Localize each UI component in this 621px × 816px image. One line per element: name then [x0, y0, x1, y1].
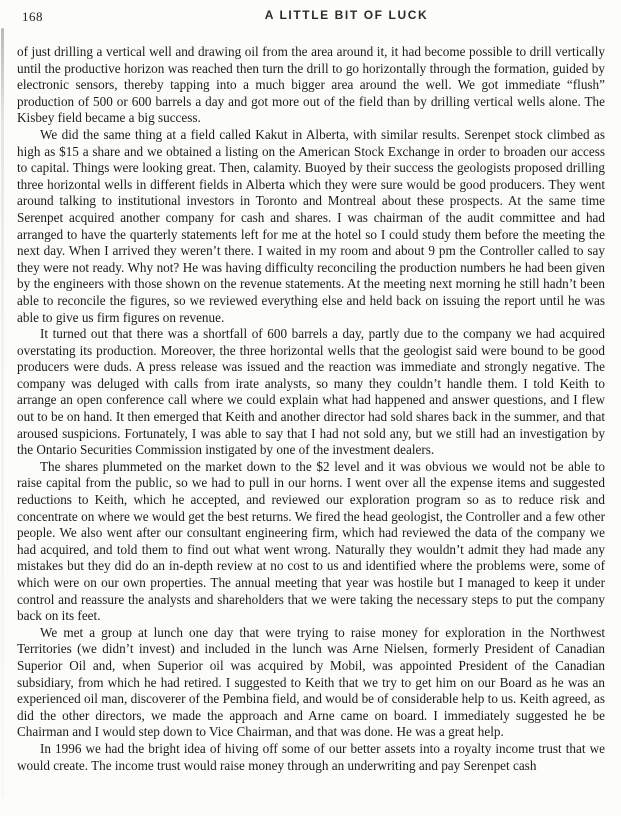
running-header-title: A LITTLE BIT OF LUCK	[264, 8, 429, 22]
scan-artifact-left-edge	[1, 28, 4, 798]
page-body	[17, 44, 605, 774]
running-head	[22, 8, 603, 26]
paragraph: We did the same thing at a field called Kakut in Alberta, with similar results. Serenpet stock climbed as high as $15 a share and we obtained a listing on the American Stock Exchange in order to broaden our access to capital. Things were looking great. Then, calamity. Buoyed by their success the geologists proposed drilling three horizontal wells in different fields in Alberta which they were sure would be good producers. They went around talking to institutional investors in Toronto and Montreal about these prospects. At the same time Serenpet acquired another company for cash and shares. I was chairman of the audit committee and had arranged to have the quarterly statements left for me at the hotel so I could study them before the meeting the next day. When I arrived they weren’t there. I waited in my room and about 9 pm the Controller called to say they were not ready. Why not? He was having difficulty reconciling the production numbers he had been given by the engineers with those shown on the revenue statements. At the meeting next morning he still hadn’t been able to reconcile the figures, so we reviewed everything else and held back on issuing the report until he was able to give us firm figures on revenue.	[17, 126, 605, 325]
paragraph: The shares plummeted on the market down to the $2 level and it was obvious we would not be able to raise capital from the public, so we had to pull in our horns. I went over all the expense items and suggested reductions to Keith, which he accepted, and reviewed our exploration program so as to reduce risk and concentrate on where we would get the best returns. We fired the head geologist, the Controller and a few other people. We also went after our consultant engineering firm, which had reviewed the data of the company we had acquired, and told them to find out what went wrong. Naturally they wouldn’t admit they had made any mistakes but they did do an in-depth review at no cost to us and identified where the problems were, some of which were on our own properties. The annual meeting that year was hostile but I managed to keep it under control and reassure the analysts and shareholders that we were taking the necessary steps to put the company back on its feet.	[17, 458, 605, 624]
paragraph-continuation: of just drilling a vertical well and drawing oil from the area around it, it had become possible to drill vertically until the productive horizon was reached then turn the drill to go horizontally through the formation, guided by electronic sensors, thereby tapping into a much bigger area around the well. We got immediate “flush” production of 500 or 600 barrels a day and got more out of the field than by drilling vertical wells alone. The Kisbey field became a big success.	[17, 44, 605, 126]
paragraph: It turned out that there was a shortfall of 600 barrels a day, partly due to the company we had acquired overstating its production. Moreover, the three horizontal wells that the geologist said were bound to be good producers were duds. A press release was issued and the reaction was immediate and strongly negative. The company was deluged with calls from irate analysts, so many they couldn’t handle them. I told Keith to arrange an open conference call where we could explain what had happened and answer questions, and I flew out to be on hand. It then emerged that Keith and another director had sold shares back in the summer, and that aroused suspicions. Fortunately, I was able to say that I had not sold any, but we still had an investigation by the Ontario Securities Commission instigated by one of the investment dealers.	[17, 326, 605, 458]
page-number: 168	[22, 9, 43, 24]
paragraph: We met a group at lunch one day that were trying to raise money for exploration in the Northwest Territories (we didn’t invest) and included in the lunch was Arne Nielsen, formerly President of Canadian Superior Oil and, when Superior oil was acquired by Mobil, was appointed President of the Canadian subsidiary, from which he had retired. I suggested to Keith that we try to get him on our Board as he was an experienced oil man, discoverer of the Pembina field, and would be of considerable help to us. Keith agreed, as did the other directors, we made the approach and Arne came on board. I immediately suggested he be Chairman and I would step down to Vice Chairman, and that was done. He was a great help.	[17, 624, 605, 740]
paragraph: In 1996 we had the bright idea of hiving off some of our better assets into a royalty income trust that we would create. The income trust would raise money through an underwriting and pay Serenpet cash	[17, 740, 605, 773]
